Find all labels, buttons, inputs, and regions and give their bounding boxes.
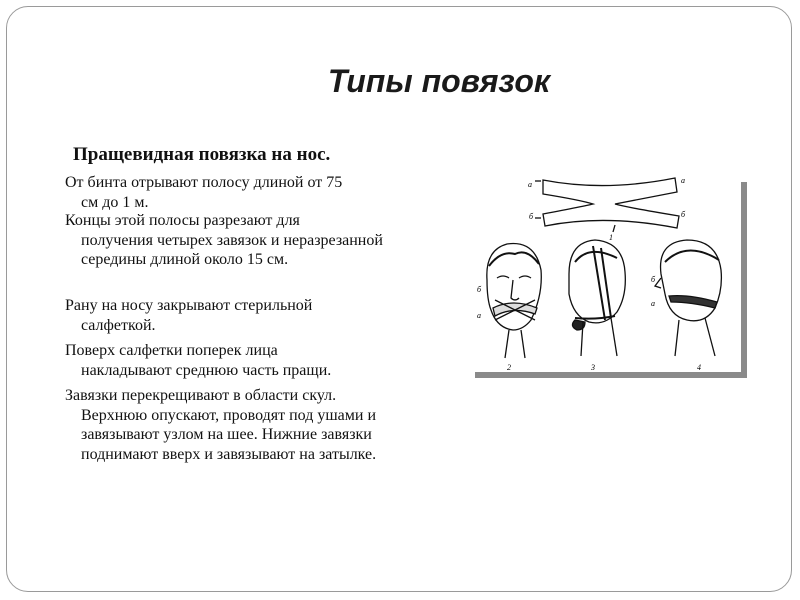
label-1: 1 <box>609 233 613 242</box>
paragraph-5-rest: Верхнюю опускают, проводят под ушами и завязывают узлом на шее. Нижние завязки поднимают вверх и завязывают на затылке. <box>81 406 377 463</box>
paragraph-2 <box>65 211 435 270</box>
slide-subtitle: Пращевидная повязка на нос. <box>73 144 331 165</box>
label-b-2: б <box>681 210 686 219</box>
label-4: 4 <box>697 363 701 372</box>
paragraph-5 <box>65 386 435 464</box>
paragraph-1 <box>65 173 435 212</box>
paragraph-5-first: Завязки перекрещивают в области скул. <box>65 387 337 404</box>
label-a-1: а <box>528 180 532 189</box>
label-a-4: а <box>651 299 655 308</box>
paragraph-1-rest: см до 1 м. <box>81 193 149 211</box>
paragraph-4-first: Поверх салфетки поперек лица <box>65 342 278 359</box>
label-b-3: б <box>477 285 482 294</box>
paragraph-1-first: От бинта отрывают полосу длиной от 75 <box>65 174 343 191</box>
paragraph-2-first: Концы этой полосы разрезают для <box>65 212 300 229</box>
bandage-illustration <box>465 170 749 380</box>
paragraph-3 <box>65 296 435 335</box>
label-2: 2 <box>507 363 511 372</box>
paragraph-3-first: Рану на носу закрывают стерильной <box>65 297 313 314</box>
label-b-4: б <box>651 275 656 284</box>
label-3: 3 <box>591 363 595 372</box>
paragraph-4-rest: накладывают среднюю часть пращи. <box>81 361 332 379</box>
label-a-3: а <box>477 311 481 320</box>
paragraph-4 <box>65 341 435 380</box>
paragraph-2-rest: получения четырех завязок и неразрезанной середины длиной около 15 см. <box>81 231 383 268</box>
label-a-2: а <box>681 176 685 185</box>
slide-title: Типы повязок <box>327 63 551 99</box>
slide <box>6 6 792 592</box>
paragraph-3-rest: салфеткой. <box>81 316 156 334</box>
label-b-1: б <box>529 212 534 221</box>
